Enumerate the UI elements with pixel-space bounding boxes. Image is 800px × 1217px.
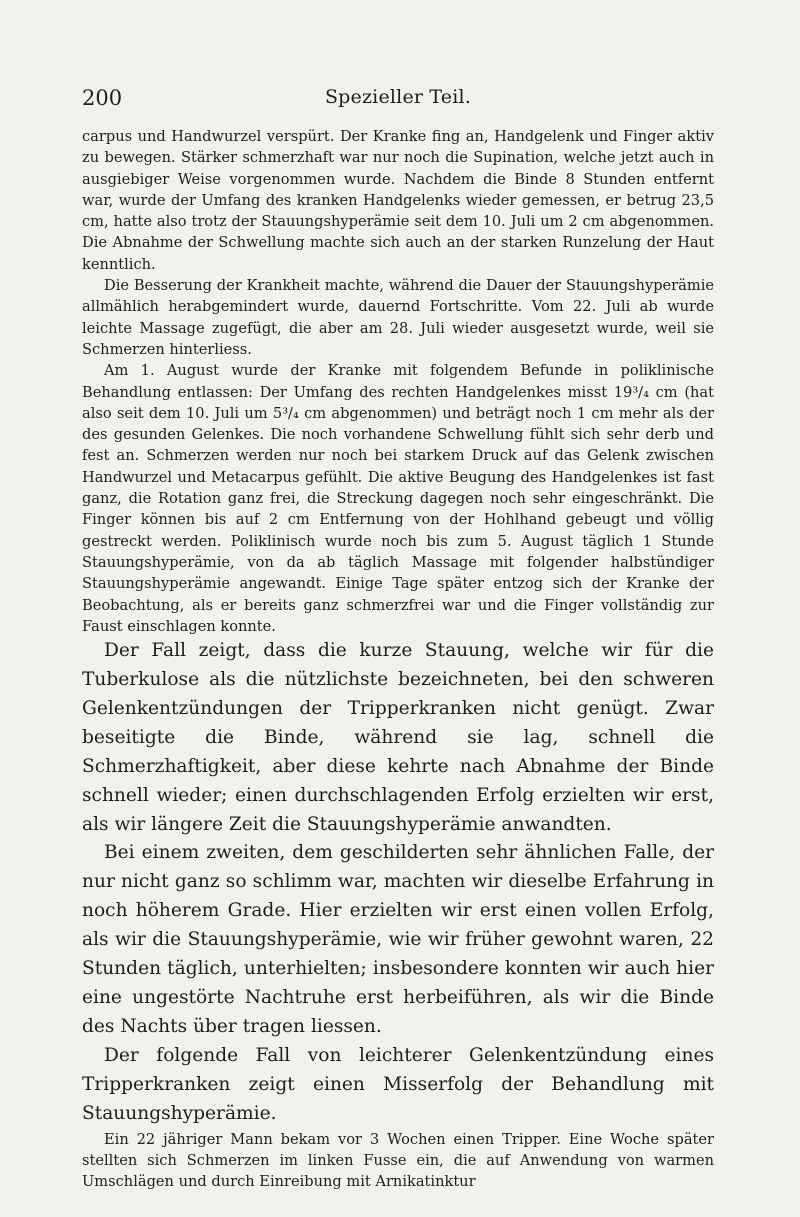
page-number: 200 bbox=[82, 86, 123, 110]
paragraph-5: Bei einem zweiten, dem geschilderten sehr ähnlichen Falle, der nur nicht ganz so schlimm war, machten wir dieselbe Erfahrung in noch höherem Grade. Hier erzielten wir erst einen vollen Erfolg, als wir die Stauungshyperämie, wie wir früher gewohnt waren, 22 Stunden täglich, unterhielten; insbesondere konnten wir auch hier eine ungestörte Nachtruhe erst herbeiführen, als wir die Binde des Nachts über tragen liessen. bbox=[82, 842, 714, 1037]
paragraph-4: Der Fall zeigt, dass die kurze Stauung, welche wir für die Tuberkulose als die nützlichste bezeichneten, bei den schweren Gelenkentzündungen der Tripperkranken nicht genügt. Zwar beseitigte die Binde, während sie lag, schnell die Schmerzhaftigkeit, aber diese kehrte nach Abnahme der Binde schnell wieder; einen durchschlagenden Erfolg erzielten wir erst, als wir längere Zeit die Stauungshyperämie anwandten. bbox=[82, 640, 714, 835]
paragraph-3: Am 1. August wurde der Kranke mit folgendem Befunde in poliklinische Behandlung entlassen: Der Umfang des rechten Handgelenkes misst 19³/₄ cm (hat also seit dem 10. Juli um 5³/₄ cm abgenommen) und beträgt noch 1 cm mehr als der des gesunden Gelenkes. Die noch vorhandene Schwellung fühlt sich sehr derb und fest an. Schmerzen werden nur noch bei starkem Druck auf das Gelenk zwischen Handwurzel und Metacarpus gefühlt. Die aktive Beugung des Handgelenkes ist fast ganz, die Rotation ganz frei, die Streckung dagegen noch sehr eingeschränkt. Die Finger können bis auf 2 cm Entfernung von der Hohlhand gebeugt und völlig gestreckt werden. Poliklinisch wurde noch bis zum 5. August täglich 1 Stunde Stauungshyperämie, von da ab täglich Massage mit folgender halbstündiger Stauungshyperämie angewandt. Einige Tage später entzog sich der Kranke der Beobachtung, als er bereits ganz schmerzfrei war und die Finger vollständig zur Faust einschlagen konnte. bbox=[82, 362, 714, 635]
paragraph-2: Die Besserung der Krankheit machte, während die Dauer der Stauungshyperämie allmählich herabgemindert wurde, dauernd Fortschritte. Vom 22. Juli ab wurde leichte Massage zugefügt, die aber am 28. Juli wieder ausgesetzt wurde, weil sie Schmerzen hinterliess. bbox=[82, 277, 714, 358]
running-title: Spezieller Teil. bbox=[324, 86, 472, 108]
paragraph-6: Der folgende Fall von leichterer Gelenkentzündung eines Tripperkranken zeigt einen Misserfolg der Behandlung mit Stauungshyperämie. bbox=[82, 1044, 714, 1124]
paragraph-1: carpus und Handwurzel verspürt. Der Kranke fing an, Handgelenk und Finger aktiv zu bewegen. Stärker schmerzhaft war nur noch die Supination, welche jetzt auch in ausgiebiger Weise vorgenommen wurde. Nachdem die Binde 8 Stunden entfernt war, wurde der Umfang des kranken Handgelenks wieder gemessen, er betrug 23,5 cm, hatte also trotz der Stauungshyperämie seit dem 10. Juli um 2 cm abgenommen. Die Abnahme der Schwellung machte sich auch an der starken Runzelung der Haut kenntlich. bbox=[82, 128, 714, 273]
running-head bbox=[82, 86, 714, 116]
paragraph-7: Ein 22 jähriger Mann bekam vor 3 Wochen einen Tripper. Eine Woche später stellten sich Schmerzen im linken Fusse ein, die auf Anwendung von warmen Umschlägen und durch Einreibung mit Arnikatinktur bbox=[82, 1130, 714, 1191]
